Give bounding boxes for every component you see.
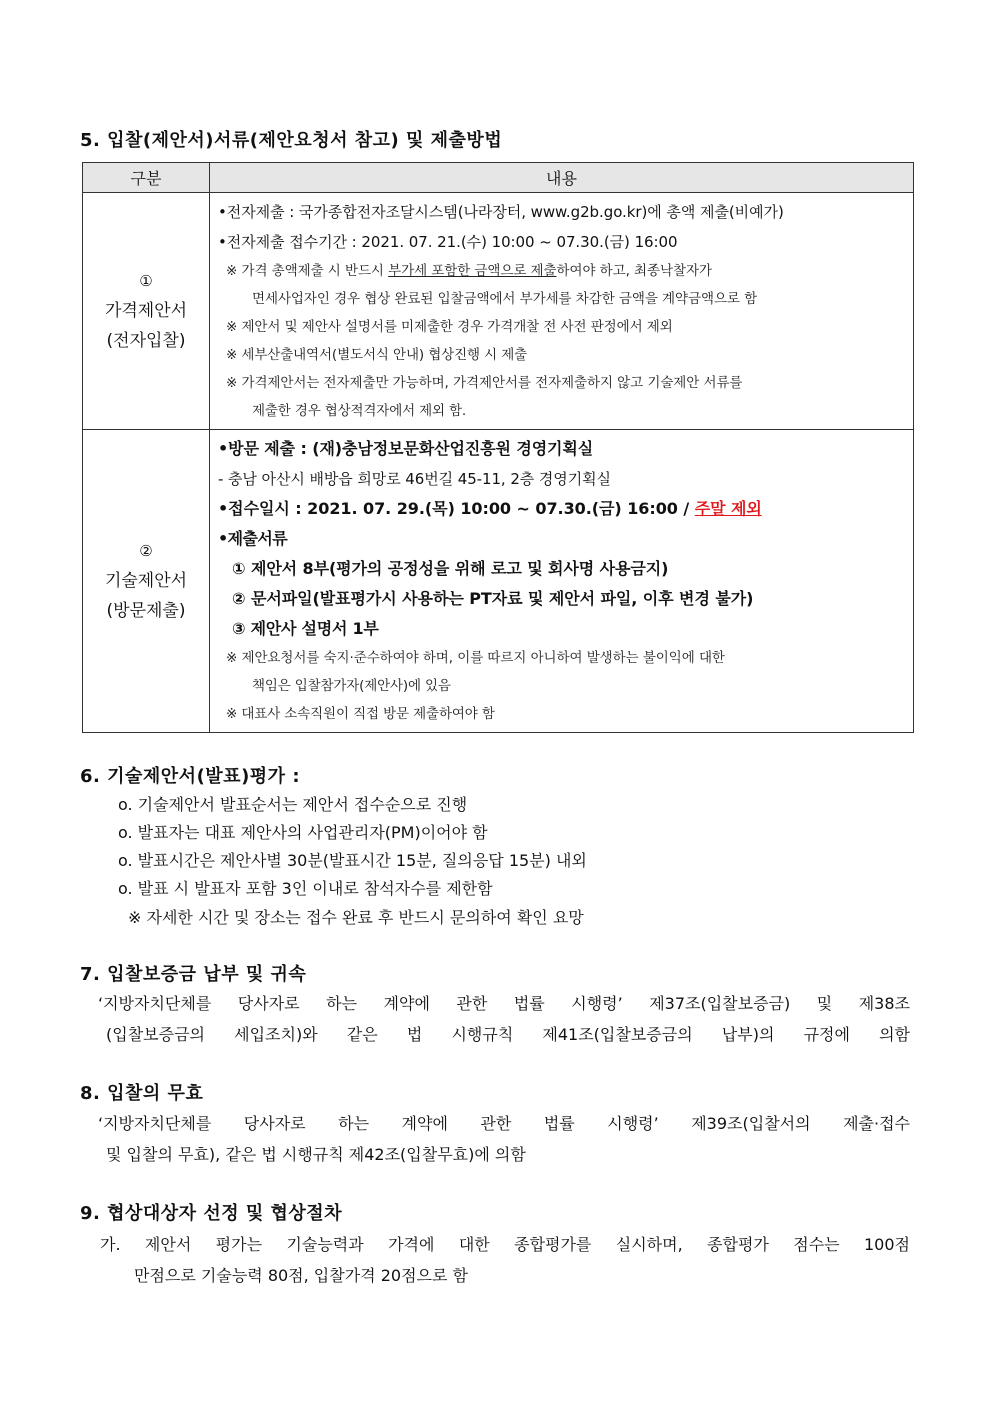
note-line: 제출한 경우 협상적격자에서 제외 함. xyxy=(252,403,467,419)
row-label-price xyxy=(83,193,210,430)
content-line: •전자제출 접수기간 : 2021. 07. 21.(수) 10:00 ~ 07.30.(금) 16:00 xyxy=(218,233,678,251)
row-label-line: (방문제출) xyxy=(106,601,186,621)
row-content-price xyxy=(210,193,914,430)
list-item: o. 기술제안서 발표순서는 제안서 접수순으로 진행 xyxy=(118,795,468,814)
note-text: 하여야 하고, 최종낙찰자가 xyxy=(556,263,712,279)
paragraph-line: (입찰보증금의 세입조치)와 같은 법 시행규칙 제41조(입찰보증금의 납부)의 규정에 의함 xyxy=(106,1025,910,1044)
note-line: ※ 제안서 및 제안사 설명서를 미제출한 경우 가격개찰 전 사전 판정에서 제외 xyxy=(226,319,673,335)
content-line xyxy=(218,494,913,524)
section-5-title: 5. 입찰(제안서)서류(제안요청서 참고) 및 제출방법 xyxy=(80,130,503,151)
content-line: •방문 제출 : (재)충남정보문화산업진흥원 경영기획실 xyxy=(218,439,594,458)
paragraph-line: 가. 제안서 평가는 기술능력과 가격에 대한 종합평가를 실시하며, 종합평가 점수는 100점 xyxy=(100,1235,910,1254)
note-line: ※ 대표사 소속직원이 직접 방문 제출하여야 함 xyxy=(226,706,495,722)
table-header-row xyxy=(83,163,914,193)
content-line: •전자제출 : 국가종합전자조달시스템(나라장터, www.g2b.go.kr)에 총액 제출(비예가) xyxy=(218,203,784,221)
section-7-title: 7. 입찰보증금 납부 및 귀속 xyxy=(80,964,307,985)
document-item: ② 문서파일(발표평가시 사용하는 PT자료 및 제안서 파일, 이후 변경 불가) xyxy=(232,589,754,608)
row-number: ② xyxy=(139,542,153,560)
row-label-line: (전자입찰) xyxy=(106,331,186,351)
submission-table xyxy=(82,162,914,733)
document-item: ① 제안서 8부(평가의 공정성을 위해 로고 및 회사명 사용금지) xyxy=(232,559,669,578)
document-item: ③ 제안사 설명서 1부 xyxy=(232,619,379,638)
section-6-title: 6. 기술제안서(발표)평가 : xyxy=(80,766,301,787)
note-text: ※ 가격 총액제출 시 반드시 xyxy=(226,263,389,279)
section-9-title: 9. 협상대상자 선정 및 협상절차 xyxy=(80,1203,343,1224)
list-item: o. 발표자는 대표 제안사의 사업관리자(PM)이어야 함 xyxy=(118,823,488,842)
content-text: •접수일시 : 2021. 07. 29.(목) 10:00 ~ 07.30.(금) 16:00 / xyxy=(218,499,695,518)
table-row xyxy=(83,193,914,430)
content-line: - 충남 아산시 배방읍 희망로 46번길 45-11, 2층 경영기획실 xyxy=(218,470,611,488)
note-line: ※ 자세한 시간 및 장소는 접수 완료 후 반드시 문의하여 확인 요망 xyxy=(128,908,584,927)
paragraph-line: 및 입찰의 무효), 같은 법 시행규칙 제42조(입찰무효)에 의함 xyxy=(106,1145,526,1164)
underlined-text: 부가세 포함한 금액으로 제출 xyxy=(388,263,557,279)
paragraph-line: ‘지방자치단체를 당사자로 하는 계약에 관한 법률 시행령’ 제37조(입찰보증금) 및 제38조 xyxy=(98,994,910,1013)
section-8-title: 8. 입찰의 무효 xyxy=(80,1083,204,1104)
content-line: •제출서류 xyxy=(218,529,288,548)
header-category: 구분 xyxy=(83,163,210,193)
paragraph-line: 만점으로 기술능력 80점, 입찰가격 20점으로 함 xyxy=(134,1266,468,1285)
row-content-tech xyxy=(210,430,914,733)
note-line: 책임은 입찰참가자(제안사)에 있음 xyxy=(252,678,451,694)
weekend-excluded-text: 주말 제외 xyxy=(694,499,762,518)
note-line: 면세사업자인 경우 협상 완료된 입찰금액에서 부가세를 차감한 금액을 계약금액으로 함 xyxy=(252,291,758,307)
table-row xyxy=(83,430,914,733)
row-label-line: 가격제안서 xyxy=(104,301,188,321)
note-line: ※ 세부산출내역서(별도서식 안내) 협상진행 시 제출 xyxy=(226,347,528,363)
note-line: ※ 제안요청서를 숙지·준수하여야 하며, 이를 따르지 아니하여 발생하는 불이익에 대한 xyxy=(226,650,725,666)
note-line xyxy=(218,257,913,285)
list-item: o. 발표 시 발표자 포함 3인 이내로 참석자수를 제한함 xyxy=(118,879,493,898)
paragraph-line: ‘지방자치단체를 당사자로 하는 계약에 관한 법률 시행령’ 제39조(입찰서의 제출·접수 xyxy=(98,1114,910,1133)
row-label-tech xyxy=(83,430,210,733)
header-content: 내용 xyxy=(210,163,914,193)
row-number: ① xyxy=(139,272,153,290)
note-line: ※ 가격제안서는 전자제출만 가능하며, 가격제안서를 전자제출하지 않고 기술제안 서류를 xyxy=(226,375,743,391)
list-item: o. 발표시간은 제안사별 30분(발표시간 15분, 질의응답 15분) 내외 xyxy=(118,851,587,870)
row-label-line: 기술제안서 xyxy=(104,571,188,591)
